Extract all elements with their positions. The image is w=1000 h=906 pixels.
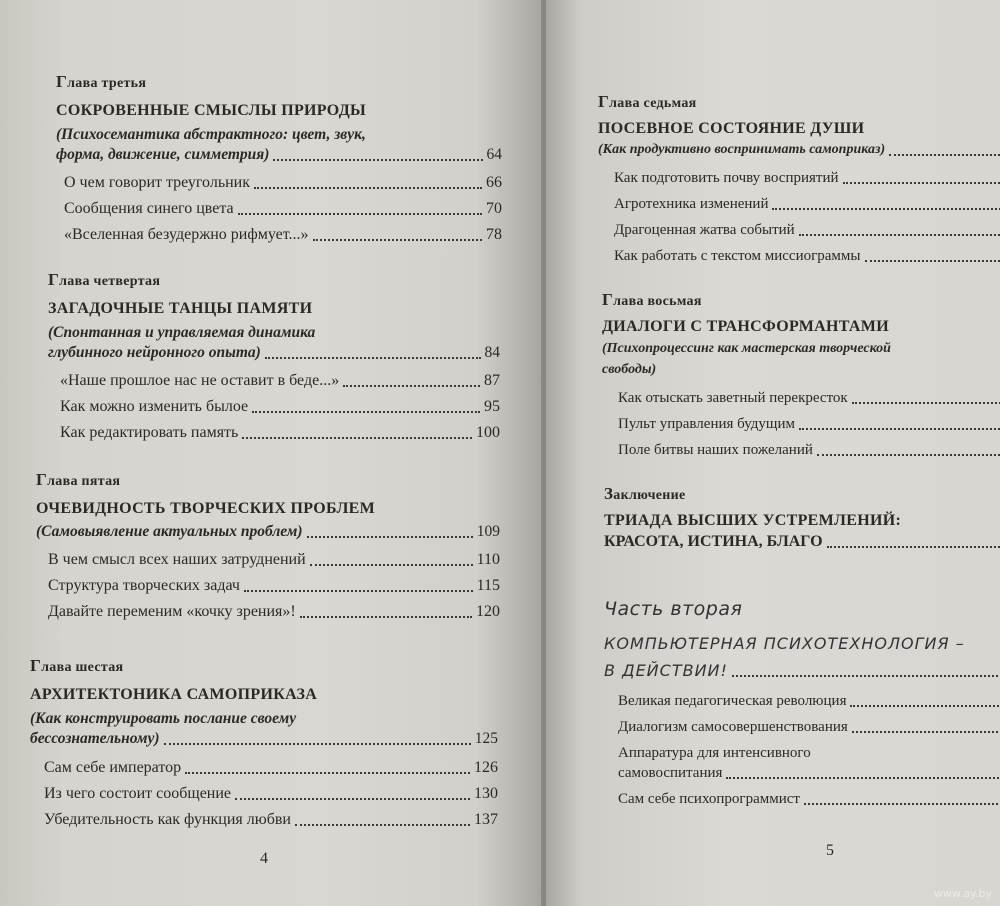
toc-entry[interactable]: Сам себе император 126: [44, 759, 498, 776]
toc-entry[interactable]: Драгоценная жатва событий: [614, 220, 1000, 240]
chapter-6: [30, 656, 498, 830]
chapter-title: ТРИАДА ВЫСШИХ УСТРЕМЛЕНИЙ:: [604, 512, 902, 529]
chapter-4: [48, 270, 500, 443]
toc-entry[interactable]: Как отыскать заветный перекресток: [618, 388, 1000, 408]
page-number: 4: [260, 850, 268, 867]
chapter-label: Глава четвертая: [48, 270, 161, 289]
toc-entries: [598, 168, 1000, 266]
toc-entry[interactable]: Из чего состоит сообщение 130: [44, 785, 498, 802]
chapter-label: Заключение: [604, 484, 686, 503]
chapter-title: СОКРОВЕННЫЕ СМЫСЛЫ ПРИРОДЫ: [56, 102, 367, 119]
chapter-subtitle: (Спонтанная и управляемая динамика глубинного нейронного опыта) 84: [48, 324, 500, 361]
chapter-title: ДИАЛОГИ С ТРАНСФОРМАНТАМИ: [602, 318, 889, 335]
toc-entry[interactable]: Убедительность как функция любви 137: [44, 811, 498, 828]
toc-entries: [602, 388, 1000, 460]
chapter-title: ОЧЕВИДНОСТЬ ТВОРЧЕСКИХ ПРОБЛЕМ: [36, 500, 376, 517]
toc-entry[interactable]: Сам себе психопрограммист: [618, 789, 1000, 809]
toc-entry[interactable]: Поле битвы наших пожеланий: [618, 440, 1000, 460]
watermark: www.ay.by: [933, 887, 992, 900]
toc-entry[interactable]: В ДЕЙСТВИИ!: [604, 661, 1000, 681]
toc-entry[interactable]: Давайте переменим «кочку зрения»! 120: [48, 603, 500, 620]
chapter-title: ПОСЕВНОЕ СОСТОЯНИЕ ДУШИ: [598, 120, 865, 137]
toc-entry[interactable]: Сообщения синего цвета 70: [64, 200, 502, 217]
part-two-title: КОМПЬЮТЕРНАЯ ПСИХОТЕХНОЛОГИЯ –: [604, 634, 965, 653]
toc-entries: [604, 691, 1000, 809]
toc-entry[interactable]: Пульт управления будущим: [618, 414, 1000, 434]
chapter-label: Глава пятая: [36, 470, 121, 489]
chapter-label: Глава седьмая: [598, 92, 697, 111]
part-two: [604, 598, 1000, 809]
toc-entry[interactable]: Диалогизм самосовершенствования: [618, 717, 1000, 737]
toc-entries: [30, 758, 498, 830]
toc-entry[interactable]: Как работать с текстом миссиограммы: [614, 246, 1000, 266]
page-number: 5: [826, 842, 834, 859]
chapter-3: [56, 72, 502, 245]
chapter-8: [602, 290, 1000, 460]
chapter-subtitle: (Как продуктивно воспринимать самоприказ): [598, 140, 1000, 160]
toc-entry[interactable]: «Наше прошлое нас не оставит в беде...» 87: [60, 372, 500, 389]
part-two-label: Часть вторая: [604, 598, 743, 620]
chapter-subtitle: (Психопроцессинг как мастерская творческой свободы): [602, 341, 891, 377]
chapter-7: [598, 92, 1000, 266]
toc-entry[interactable]: Агротехника изменений: [614, 194, 1000, 214]
chapter-subtitle: (Как конструировать послание своему бессознательному) 125: [30, 710, 498, 747]
toc-entry[interactable]: В чем смысл всех наших затруднений 110: [48, 551, 500, 568]
chapter-label: Глава шестая: [30, 656, 124, 675]
chapter-subtitle: (Психосемантика абстрактного: цвет, звук, форма, движение, симметрия) 64: [56, 126, 502, 163]
right-page: [546, 0, 1000, 906]
chapter-5: [36, 470, 500, 622]
toc-entry[interactable]: Как можно изменить былое 95: [60, 398, 500, 415]
chapter-subtitle: (Самовыявление актуальных проблем) 109: [36, 523, 500, 540]
chapter-title: ЗАГАДОЧНЫЕ ТАНЦЫ ПАМЯТИ: [48, 300, 313, 317]
toc-entry[interactable]: Аппаратура для интенсивного самовоспитания: [618, 743, 1000, 783]
chapter-title: АРХИТЕКТОНИКА САМОПРИКАЗА: [30, 686, 318, 703]
toc-entry[interactable]: Структура творческих задач 115: [48, 577, 500, 594]
toc-entry[interactable]: КРАСОТА, ИСТИНА, БЛАГО: [604, 532, 1000, 552]
toc-entry[interactable]: «Вселенная безудержно рифмует...» 78: [64, 226, 502, 243]
chapter-label: Глава третья: [56, 72, 147, 91]
toc-entries: [48, 371, 500, 443]
toc-entries: [56, 173, 502, 245]
toc-entry[interactable]: Великая педагогическая революция: [618, 691, 1000, 711]
toc-entry[interactable]: Как редактировать память 100: [60, 424, 500, 441]
toc-entry[interactable]: Как подготовить почву восприятий: [614, 168, 1000, 188]
conclusion: [604, 484, 1000, 552]
toc-entries: [36, 550, 500, 622]
chapter-label: Глава восьмая: [602, 290, 702, 309]
toc-entry[interactable]: О чем говорит треугольник 66: [64, 174, 502, 191]
